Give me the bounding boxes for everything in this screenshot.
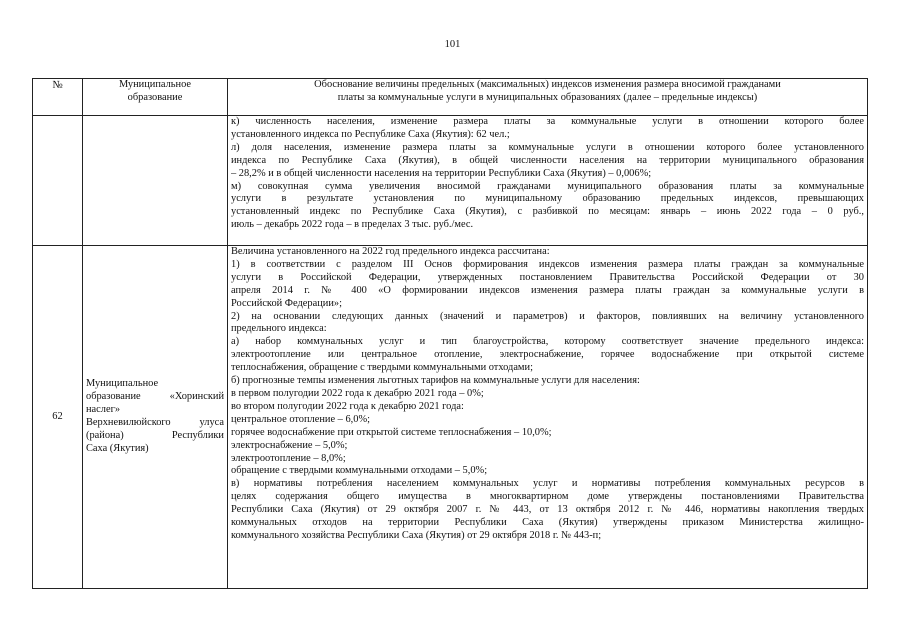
row-justification bbox=[228, 246, 868, 589]
text-line: услуги в результате установления по муниципальному образованию предельных индексов, превышающих bbox=[231, 193, 864, 205]
text-line: апреля 2014 г. № 400 «О формировании индексов изменения размера платы граждан за коммунальные услуги в bbox=[231, 284, 864, 296]
header-number: № bbox=[33, 79, 83, 116]
table-row bbox=[33, 246, 868, 589]
text-line: индекса по Республике Саха (Якутия), в общей численности населения на территории муниципального образования bbox=[231, 154, 864, 166]
header-justification-line: платы за коммунальные услуги в муниципальных образованиях (далее – предельные индексы) bbox=[337, 91, 758, 103]
text-line: 1) в соответствии с разделом III Основ формирования индексов изменения размера платы граждан за коммунальные bbox=[231, 258, 864, 270]
text-line: (района) Республики bbox=[86, 429, 224, 441]
text-line: а) набор коммунальных услуг и тип благоустройства, которому соответствует значение предельного индекса: bbox=[231, 336, 864, 348]
header-justification bbox=[228, 79, 868, 116]
text-line: целях содержания общего имущества в многоквартирном доме утверждены постановлениями Правительства bbox=[231, 491, 864, 503]
header-municipality-line: образование bbox=[127, 91, 183, 103]
text-line: – 28,2% и в общей численности населения на территории Республики Саха (Якутия) – 0,006%; bbox=[231, 167, 652, 179]
text-line: Муниципальное bbox=[86, 378, 159, 390]
text-line: электроснабжение – 5,0%; bbox=[231, 439, 348, 451]
text-line: предельного индекса: bbox=[231, 323, 327, 335]
text-line: июль – декабрь 2022 года – в пределах 3 тыс. руб./мес. bbox=[231, 219, 474, 231]
row-municipality bbox=[83, 246, 228, 589]
text-line: Верхневилюйского улуса bbox=[86, 417, 224, 428]
indices-table bbox=[32, 78, 868, 589]
text-line: горячее водоснабжение при открытой системе теплоснабжения – 10,0%; bbox=[231, 426, 552, 438]
text-line: коммунального хозяйства Республики Саха (Якутия) от 29 октября 2018 г. № 443-п; bbox=[231, 529, 602, 541]
text-line: в первом полугодии 2022 года к декабрю 2021 года – 0%; bbox=[231, 387, 484, 399]
text-line: 2) на основании следующих данных (значений и параметров) и факторов, повлиявших на величину установленного bbox=[231, 310, 864, 322]
text-line: центральное отопление – 6,0%; bbox=[231, 413, 370, 425]
table-row bbox=[33, 116, 868, 246]
text-line: образование «Хоринский bbox=[86, 391, 224, 403]
row-justification bbox=[228, 116, 868, 246]
header-justification-line: Обоснование величины предельных (максимальных) индексов изменения размера вносимой гражданами bbox=[314, 79, 781, 90]
table-header-row bbox=[33, 79, 868, 116]
text-line: к) численность населения, изменение размера платы за коммунальные услуги в отношении которого более bbox=[231, 116, 864, 127]
text-line: в) нормативы потребления населением коммунальных услуг и нормативы потребления коммунальных ресурсов в bbox=[231, 478, 864, 490]
text-line: электроотопление или центральное отопление, электроснабжение, горячее водоснабжение при открытой системе bbox=[231, 349, 864, 361]
text-line: б) прогнозные темпы изменения льготных тарифов на коммунальные услуги для населения: bbox=[231, 375, 640, 387]
row-municipality bbox=[83, 116, 228, 246]
text-line: установленного индекса по Республике Саха (Якутия): 62 чел.; bbox=[231, 128, 510, 140]
text-line: Саха (Якутия) bbox=[86, 442, 149, 454]
text-line: во втором полугодии 2022 года к декабрю 2021 года: bbox=[231, 400, 464, 412]
text-line: наслег» bbox=[86, 404, 121, 416]
row-number bbox=[33, 116, 83, 246]
page-number: 101 bbox=[444, 39, 461, 50]
text-line: Величина установленного на 2022 год предельного индекса рассчитана: bbox=[231, 246, 550, 257]
header-municipality-line: Муниципальное bbox=[118, 79, 192, 90]
text-line: теплоснабжения, обращение с твердыми коммунальными отходами; bbox=[231, 362, 533, 374]
text-line: м) совокупная сумма увеличения вносимой гражданами муниципального образования платы за коммунальные bbox=[231, 180, 864, 192]
text-line: услуги в Российской Федерации, утвержденных постановлением Правительства Российской Федерации от 30 bbox=[231, 271, 864, 283]
text-line: обращение с твердыми коммунальными отходами – 5,0%; bbox=[231, 465, 488, 477]
header-municipality bbox=[83, 79, 228, 116]
text-line: Республики Саха (Якутия) от 29 октября 2007 г. № 443, от 13 октября 2012 г. № 446, нормативы накопления твердых bbox=[231, 504, 864, 516]
text-line: коммунальных отходов на территории Республики Саха (Якутия) утверждены приказом Министерства жилищно- bbox=[231, 517, 864, 529]
row-number: 62 bbox=[33, 246, 83, 589]
text-line: установленный индекс по Республике Саха (Якутия), с разбивкой по месяцам: январь – июнь 2022 года – 0 руб., bbox=[231, 206, 864, 218]
text-line: Российской Федерации»; bbox=[231, 297, 342, 309]
text-line: л) доля населения, изменение размера платы за коммунальные услуги в отношении которого более установленного bbox=[231, 141, 864, 153]
text-line: электроотопление – 8,0%; bbox=[231, 452, 346, 464]
